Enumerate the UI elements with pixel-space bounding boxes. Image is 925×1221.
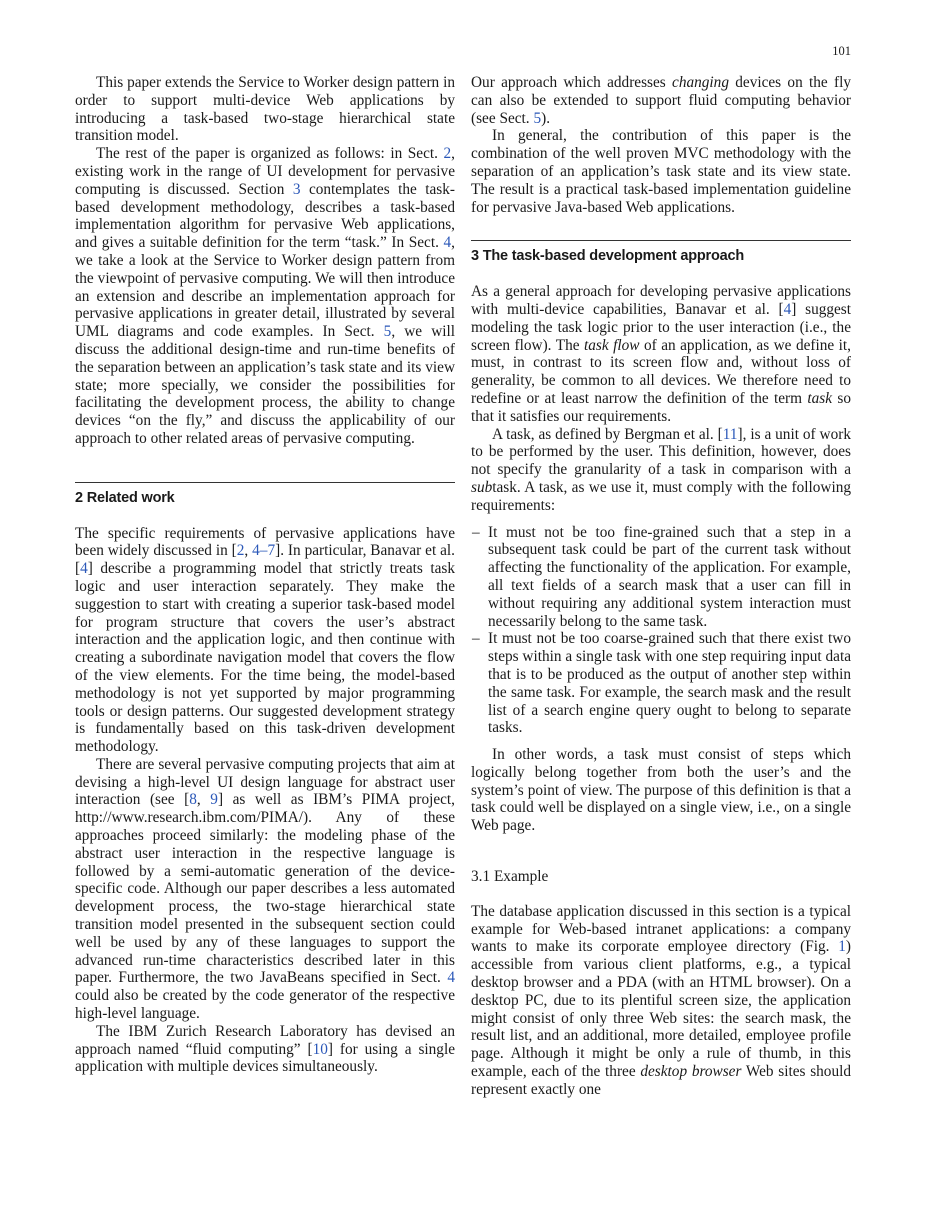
citation-link[interactable]: 9 [210,791,218,809]
section-divider [471,240,851,241]
approach-paragraph: Our approach which addresses changing devices on the fly can also be extended to support fluid computing behavior (see Sect. 5). [471,74,851,127]
section-4-link[interactable]: 4 [443,234,452,252]
section-5-link[interactable]: 5 [533,109,542,127]
page-number: 101 [832,44,851,58]
subsection-heading: 3.1 Example [471,868,549,886]
citation-link[interactable]: 4–7 [252,542,276,560]
citation-link[interactable]: 2 [236,542,245,560]
list-item: – It must not be too fine-grained such that a step in a subsequent task could be part of the current task without affecting the functionality of the application. For example, all text fields of a search mask that a user can fill in without requiring any additional system interaction must necessarily belong to the same task. [471,524,851,631]
fluid-computing-paragraph: The IBM Zurich Research Laboratory has devised an approach named “fluid computing” [10] for using a single application with multiple devices simultaneously. [75,1022,455,1076]
task-summary-paragraph: In other words, a task must consist of steps which logically belong together from both the user’s and the system’s point of view. The purpose of this definition is that a task could well be displayed on a single view, i.e., on a single Web page. [471,746,851,835]
list-item: – It must not be too coarse-grained such that there exist two steps within a single task with one step requiring input data that is to be produced as the output of another step within the same task. For example, the search mask and the result list of a search engine query ought to belong to separate tasks. [471,630,851,737]
intro-paragraph: This paper extends the Service to Worker design pattern in order to support multi-device Web applications by introducing a task-based two-stage hierarchical state transition model. [75,74,455,145]
citation-link[interactable]: 8 [189,791,197,809]
section-4-link[interactable]: 4 [447,969,455,987]
pervasive-projects-paragraph: There are several pervasive computing projects that aim at devising a high-level UI design language for abstract user interaction (see [8, 9] as well as IBM’s PIMA project, http://www.research.ibm.com/PIMA/). Any of these approaches proceed similarly: the modeling phase of the abstract user interaction in the respective language is followed by a semi-automatic generation of the device-specific code. Although our paper describes a less automated development process, the two-stage hierarchical state transition model presented in the subsequent section could well be used by any of these languages to support the advanced run-time characteristics described later in this paper. Furthermore, the two JavaBeans specified in Sect. 4 could also be created by the code generator of the respective high-level language. [75,755,455,1023]
section-2-heading: 2 Related work [75,489,175,506]
figure-link[interactable]: 1 [838,938,846,956]
task-based-paragraph: As a general approach for developing pervasive applications with multi-device capabilities, Banavar et al. [4] suggest modeling the task logic prior to the user interaction (i.e., the screen flow). The task flow of an application, as we define it, must, in contrast to its screen flow and, without loss of generality, be common to all devices. We therefore need to redefine or at least narrow the definition of the term task so that it satisfies our requirements. [471,283,852,425]
requirements-list [471,524,851,738]
citation-link[interactable]: 11 [722,425,738,443]
citation-link[interactable]: 4 [80,560,88,578]
task-definition-paragraph: A task, as defined by Bergman et al. [11], is a unit of work to be performed by the user. This definition, however, does not specify the granularity of a task in comparison with a subtask. A task, as we use it, must comply with the following requirements: [471,425,851,514]
section-5-link[interactable]: 5 [383,323,392,341]
section-2-link[interactable]: 2 [443,145,452,163]
section-3-heading: 3 The task-based development approach [471,248,745,265]
citation-link[interactable]: 10 [312,1040,328,1058]
related-work-paragraph: The specific requirements of pervasive applications have been widely discussed in [2, 4–7]. In particular, Banavar et al. [4] describe a programming model that strictly treats task logic and user interaction separately. They make the suggestion to start with creating a superior task-based model for program structure that covers the user’s abstract interaction and the application logic, and then continue with creating a subordinate navigation model that covers the flow of the view elements. For the time being, the model-based methodology is not yet supported by major programming tools or design patterns. Our suggested development strategy is fundamentally based on this task-driven development methodology. [75,524,455,756]
citation-link[interactable]: 4 [783,300,792,318]
example-paragraph: The database application discussed in this section is a typical example for Web-based intranet applications: a company wants to make its corporate employee directory (Fig. 1) accessible from various client platforms, e.g., a typical desktop browser and a PDA (with an HTML browser). On a desktop PC, due to its plentiful screen size, the application might consist of only three Web sites: the search mask, the result list, and an additional, more detailed, employee profile page. Although it might be only a rule of thumb, in this example, each of the three desktop browser Web sites should represent exactly one [471,902,851,1098]
section-divider [75,482,455,483]
outline-paragraph: The rest of the paper is organized as follows: in Sect. 2, existing work in the range of UI development for pervasive computing is discussed. Section 3 contemplates the task-based development methodology, describes a task-based implementation algorithm for pervasive Web applications, and gives a suitable definition for the term “task.” In Sect. 4, we take a look at the Service to Worker design pattern from the viewpoint of pervasive computing. We will then introduce an extension and describe an implementation approach for pervasive applications in greater detail, illustrated by several UML diagrams and code examples. In Sect. 5, we will discuss the additional design-time and run-time benefits of the separation between an application’s task state and its view state; more specially, we consider the possibilities for facilitating the development process, the ability to change devices “on the fly,” and discuss the applicability of our approach to other related areas of pervasive computing. [75,145,455,447]
right-column [471,74,851,1099]
contribution-paragraph: In general, the contribution of this paper is the combination of the well proven MVC methodology with the separation of an application’s task state and its view state. The result is a practical task-based implementation guideline for pervasive Java-based Web applications. [471,127,851,216]
left-column [75,74,455,1076]
section-3-link[interactable]: 3 [292,180,301,198]
